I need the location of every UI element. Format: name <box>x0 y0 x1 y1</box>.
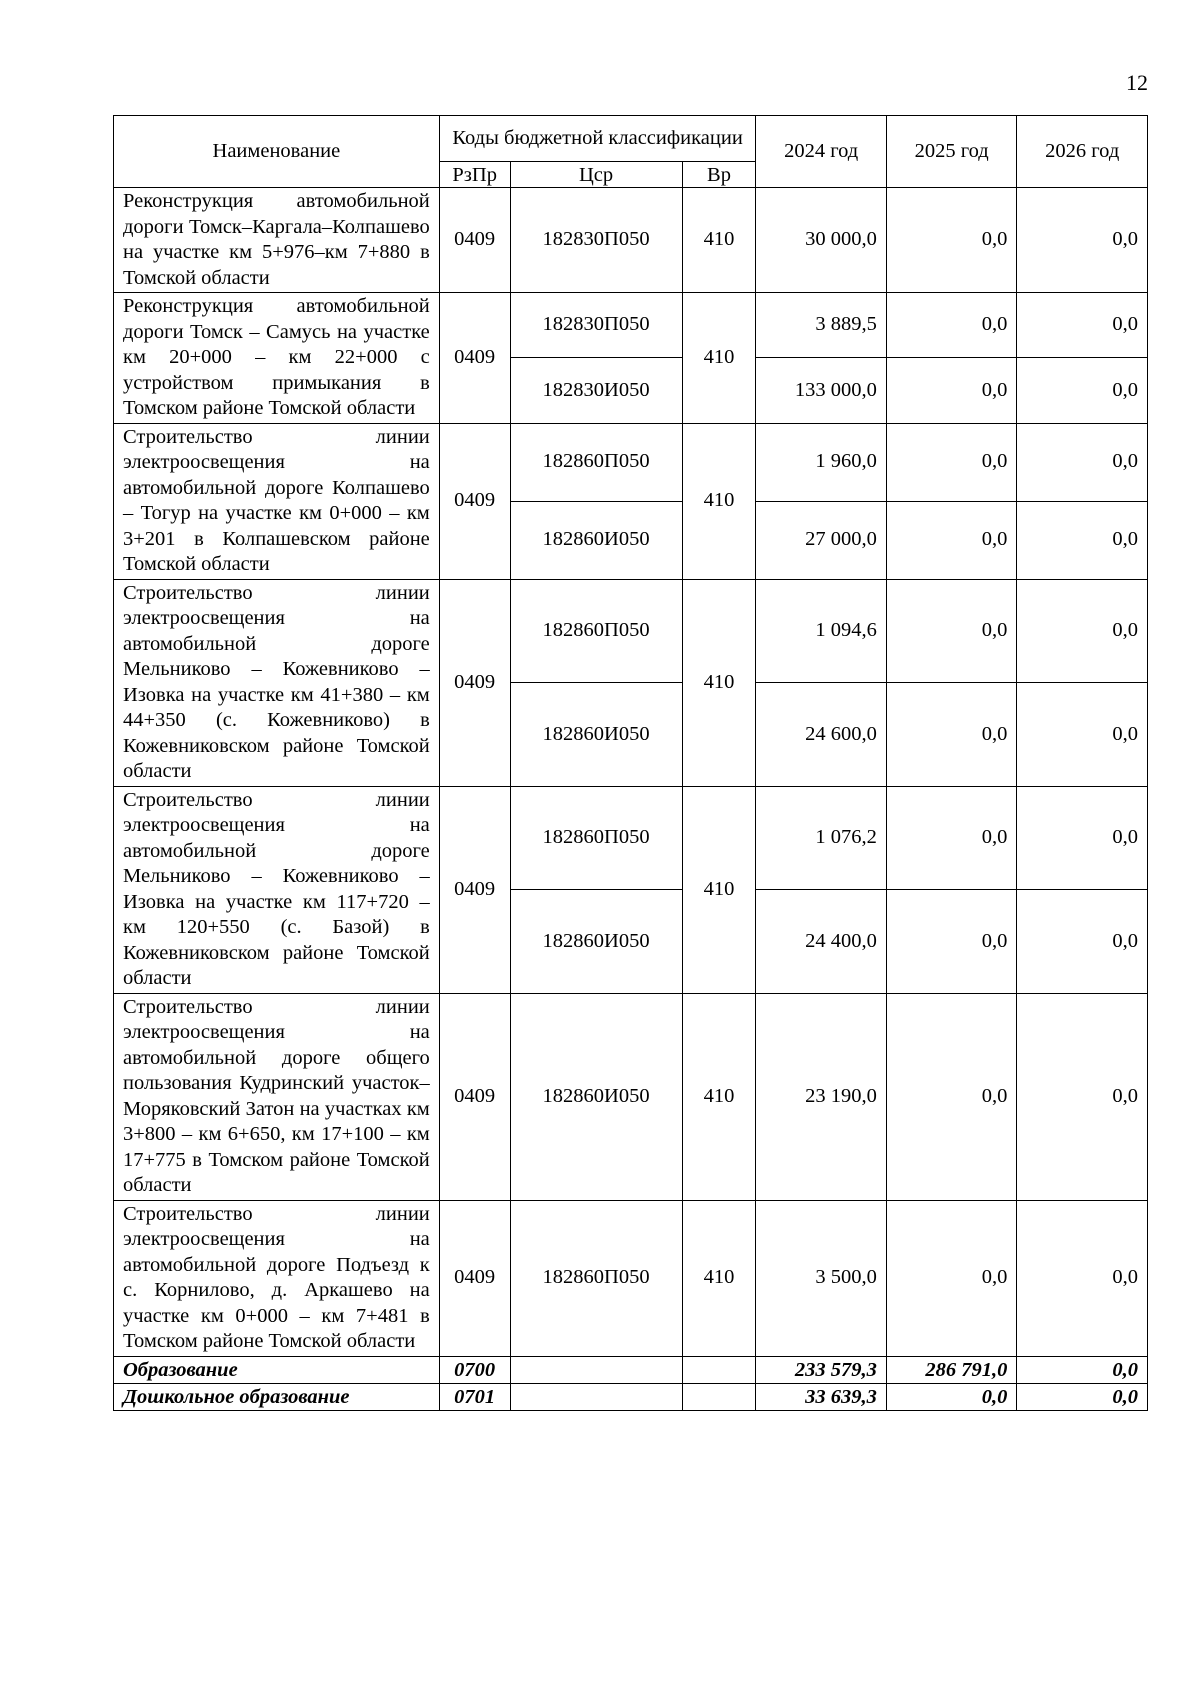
total-rzpr: 0701 <box>439 1383 510 1410</box>
row-2024: 30 000,0 <box>756 188 887 293</box>
row-2025: 0,0 <box>886 423 1017 501</box>
total-2024: 233 579,3 <box>756 1356 887 1383</box>
row-2025: 0,0 <box>886 293 1017 358</box>
row-csr: 182860И050 <box>510 993 682 1200</box>
row-2026: 0,0 <box>1017 423 1148 501</box>
table-row <box>114 579 1148 683</box>
row-2026: 0,0 <box>1017 188 1148 293</box>
header-rzpr: РзПр <box>439 162 510 188</box>
row-vr: 410 <box>682 1200 756 1356</box>
total-vr <box>682 1383 756 1410</box>
row-name: Реконструкция автомобильной дороги Томск–Каргала–Колпашево на участке км 5+976–км 7+880 в Томской области <box>114 188 440 293</box>
row-2026: 0,0 <box>1017 293 1148 358</box>
page-number: 12 <box>1126 70 1148 95</box>
row-2026: 0,0 <box>1017 993 1148 1200</box>
header-2024: 2024 год <box>756 116 887 188</box>
total-2026: 0,0 <box>1017 1383 1148 1410</box>
table-row <box>114 188 1148 293</box>
row-2025: 0,0 <box>886 501 1017 579</box>
row-2024: 27 000,0 <box>756 501 887 579</box>
table-row <box>114 293 1148 358</box>
total-csr <box>510 1383 682 1410</box>
row-name: Строительство линии электроосвещения на автомобильной дороге Мельниково – Кожевниково – Изовка на участке км 117+720 – км 120+550 (с. Базой) в Кожевниковском районе Томской области <box>114 786 440 993</box>
row-2024: 1 076,2 <box>756 786 887 890</box>
row-2024: 1 960,0 <box>756 423 887 501</box>
row-2026: 0,0 <box>1017 890 1148 994</box>
row-vr: 410 <box>682 293 756 424</box>
row-vr: 410 <box>682 423 756 579</box>
row-csr: 182830П050 <box>510 188 682 293</box>
total-row <box>114 1383 1148 1410</box>
header-csr: Цср <box>510 162 682 188</box>
row-2024: 23 190,0 <box>756 993 887 1200</box>
row-rzpr: 0409 <box>439 1200 510 1356</box>
row-name: Строительство линии электроосвещения на автомобильной дороге общего пользования Кудринский участок–Моряковский Затон на участках км 3+800 – км 6+650, км 17+100 – км 17+775 в Томском районе Томской области <box>114 993 440 1200</box>
row-vr: 410 <box>682 786 756 993</box>
header-codes-group: Коды бюджетной классификации <box>439 116 756 162</box>
row-csr: 182860П050 <box>510 786 682 890</box>
row-rzpr: 0409 <box>439 293 510 424</box>
row-vr: 410 <box>682 579 756 786</box>
row-2026: 0,0 <box>1017 501 1148 579</box>
row-csr: 182860П050 <box>510 579 682 683</box>
row-csr: 182860И050 <box>510 890 682 994</box>
row-vr: 410 <box>682 188 756 293</box>
row-csr: 182860И050 <box>510 501 682 579</box>
total-2025: 0,0 <box>886 1383 1017 1410</box>
table-row <box>114 423 1148 501</box>
row-2024: 133 000,0 <box>756 358 887 423</box>
table-row <box>114 993 1148 1200</box>
row-csr: 182830П050 <box>510 293 682 358</box>
header-vr: Вр <box>682 162 756 188</box>
row-vr: 410 <box>682 993 756 1200</box>
row-2024: 3 889,5 <box>756 293 887 358</box>
row-csr: 182860П050 <box>510 423 682 501</box>
row-rzpr: 0409 <box>439 579 510 786</box>
row-2025: 0,0 <box>886 579 1017 683</box>
total-csr <box>510 1356 682 1383</box>
row-name: Строительство линии электроосвещения на автомобильной дороге Подъезд к с. Корнилово, д. Аркашево на участке км 0+000 – км 7+481 в Томском районе Томской области <box>114 1200 440 1356</box>
row-2026: 0,0 <box>1017 358 1148 423</box>
total-row <box>114 1356 1148 1383</box>
row-2025: 0,0 <box>886 358 1017 423</box>
total-name: Дошкольное образование <box>114 1383 440 1410</box>
row-name: Реконструкция автомобильной дороги Томск – Самусь на участке км 20+000 – км 22+000 с устройством примыкания в Томском районе Томской области <box>114 293 440 424</box>
row-name: Строительство линии электроосвещения на автомобильной дороге Колпашево – Тогур на участке км 0+000 – км 3+201 в Колпашевском районе Томской области <box>114 423 440 579</box>
header-name: Наименование <box>114 116 440 188</box>
total-2024: 33 639,3 <box>756 1383 887 1410</box>
row-2024: 3 500,0 <box>756 1200 887 1356</box>
row-2025: 0,0 <box>886 683 1017 787</box>
total-name: Образование <box>114 1356 440 1383</box>
row-csr: 182860П050 <box>510 1200 682 1356</box>
table-row <box>114 786 1148 890</box>
row-rzpr: 0409 <box>439 993 510 1200</box>
total-2026: 0,0 <box>1017 1356 1148 1383</box>
row-2026: 0,0 <box>1017 786 1148 890</box>
row-rzpr: 0409 <box>439 786 510 993</box>
row-2026: 0,0 <box>1017 1200 1148 1356</box>
row-2025: 0,0 <box>886 1200 1017 1356</box>
row-2026: 0,0 <box>1017 579 1148 683</box>
table-row <box>114 1200 1148 1356</box>
row-csr: 182860И050 <box>510 683 682 787</box>
row-2025: 0,0 <box>886 188 1017 293</box>
row-2024: 1 094,6 <box>756 579 887 683</box>
row-csr: 182830И050 <box>510 358 682 423</box>
row-name: Строительство линии электроосвещения на автомобильной дороге Мельниково – Кожевниково – Изовка на участке км 41+380 – км 44+350 (с. Кожевниково) в Кожевниковском районе Томской области <box>114 579 440 786</box>
row-rzpr: 0409 <box>439 423 510 579</box>
total-vr <box>682 1356 756 1383</box>
row-2025: 0,0 <box>886 993 1017 1200</box>
total-rzpr: 0700 <box>439 1356 510 1383</box>
header-2025: 2025 год <box>886 116 1017 188</box>
row-2024: 24 600,0 <box>756 683 887 787</box>
header-2026: 2026 год <box>1017 116 1148 188</box>
row-2025: 0,0 <box>886 786 1017 890</box>
row-2026: 0,0 <box>1017 683 1148 787</box>
row-2024: 24 400,0 <box>756 890 887 994</box>
total-2025: 286 791,0 <box>886 1356 1017 1383</box>
row-2025: 0,0 <box>886 890 1017 994</box>
budget-table <box>113 115 1148 1411</box>
row-rzpr: 0409 <box>439 188 510 293</box>
